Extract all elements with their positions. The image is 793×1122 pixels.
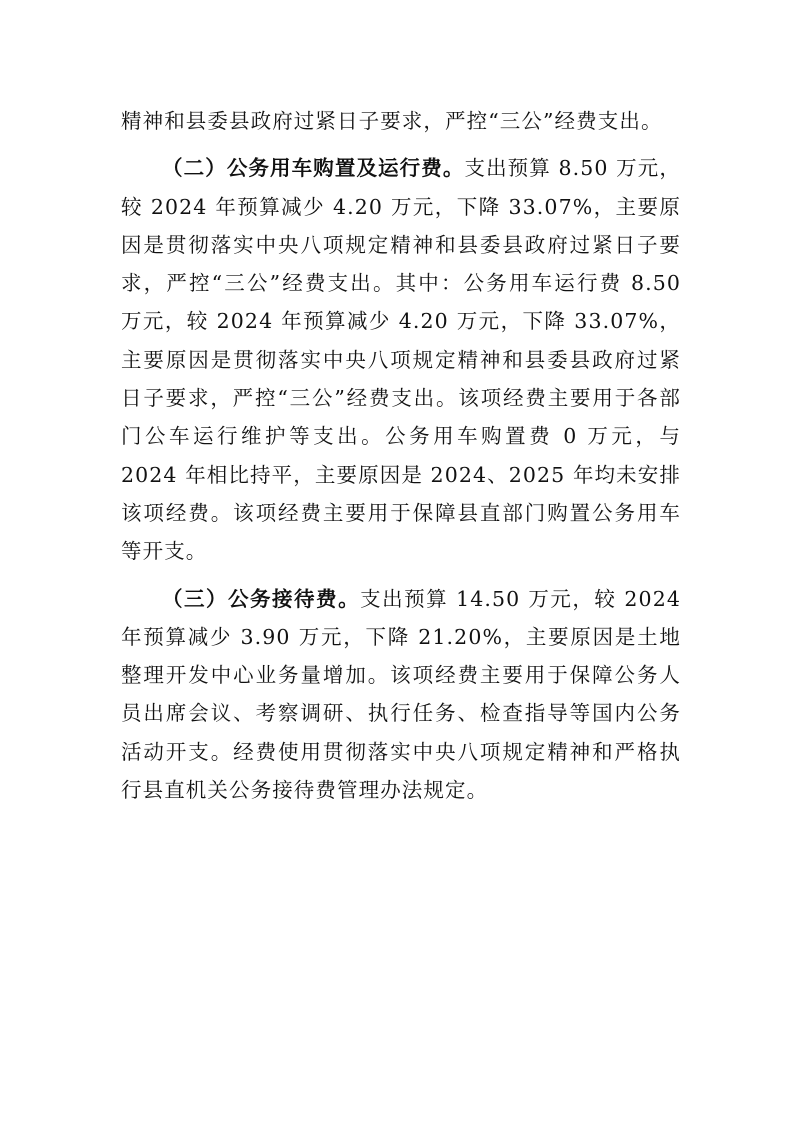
document-body xyxy=(121,102,681,809)
paragraph-vehicle-expenses xyxy=(121,149,681,570)
paragraph-continuation xyxy=(121,102,681,140)
section-heading-reception: （三）公务接待费。 xyxy=(162,586,361,611)
paragraph-text: 支出预算 8.50 万元，较 2024 年预算减少 4.20 万元，下降 33.07%，主要原因是贯彻落实中央八项规定精神和县委县政府过紧日子要求，严控“三公”经费支出。其中：公务用车运行费 8.50 万元，较 2024 年预算减少 4.20 万元，下降 33.07%，主要原因是贯彻落实中央八项规定精神和县委县政府过紧日子要求，严控“三公”经费支出。该项经费主要用于各部门公车运行维护等支出。公务用车购置费 0 万元，与 2024 年相比持平，主要原因是 2024、2025 年均未安排该项经费。该项经费主要用于保障县直部门购置公务用车等开支。 xyxy=(121,156,681,564)
paragraph-reception-expenses xyxy=(121,580,681,810)
section-heading-vehicle: （二）公务用车购置及运行费。 xyxy=(162,156,465,181)
paragraph-text: 精神和县委县政府过紧日子要求，严控“三公”经费支出。 xyxy=(121,109,663,133)
paragraph-text: 支出预算 14.50 万元，较 2024 年预算减少 3.90 万元，下降 21.20%，主要原因是土地整理开发中心业务量增加。该项经费主要用于保障公务人员出席会议、考察调研、执行任务、检查指导等国内公务活动开支。经费使用贯彻落实中央八项规定精神和严格执行县直机关公务接待费管理办法规定。 xyxy=(121,586,681,803)
